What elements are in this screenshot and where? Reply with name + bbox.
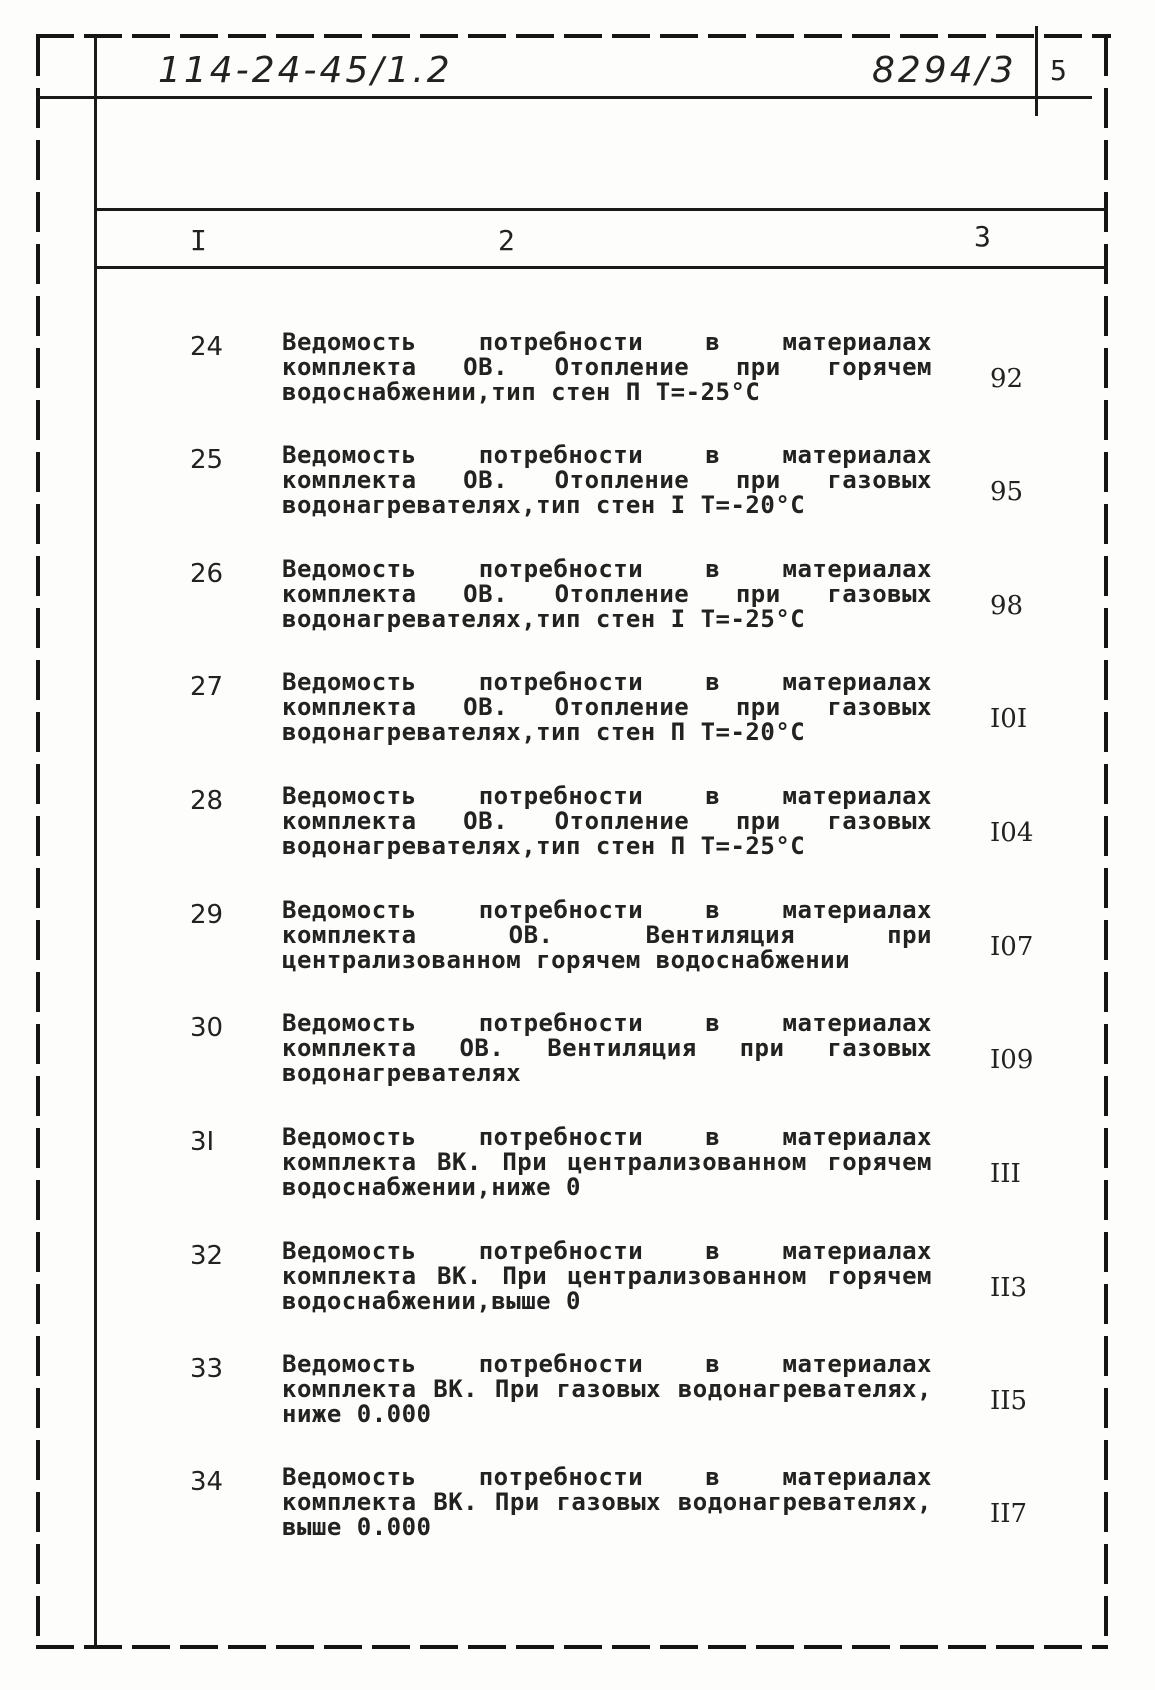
entry-page: II7 (990, 1499, 1028, 1529)
list-item (180, 1465, 1060, 1565)
list-item (180, 1125, 1060, 1225)
inventory-number: 8294/3 (872, 50, 1017, 91)
entry-title: Ведомость потребности в материалах комплекта ВК. При газовых водонагревателях, выше 0.000 (282, 1463, 932, 1541)
entry-title: Ведомость потребности в материалах комплекта ОВ. Отопление при газовых водонагревателях,тип стен I Т=-20°С (282, 441, 932, 519)
list-item (180, 1352, 1060, 1452)
frame-inner-left-border (94, 36, 97, 1648)
frame-left-border (36, 36, 40, 1648)
entry-title: Ведомость потребности в материалах комплекта ОВ. Отопление при горячем водоснабжении,тип стен П Т=-25°С (282, 328, 932, 406)
column-header-title: 2 (498, 224, 515, 257)
entry-number: 24 (190, 332, 224, 362)
list-item (180, 557, 1060, 657)
entry-title: Ведомость потребности в материалах комплекта ОВ. Отопление при газовых водонагревателях,тип стен П Т=-25°С (282, 782, 932, 860)
entry-page: II5 (990, 1386, 1028, 1416)
entry-title: Ведомость потребности в материалах комплекта ВК. При газовых водонагревателях, ниже 0.000 (282, 1350, 932, 1428)
header-divider (36, 96, 1092, 99)
entry-page: I07 (990, 932, 1034, 962)
entry-page: 92 (990, 364, 1024, 394)
entry-number: 34 (190, 1467, 224, 1497)
table-header-bottom-rule (94, 266, 1108, 269)
entry-number: 3I (190, 1127, 215, 1157)
entry-title: Ведомость потребности в материалах комплекта ОВ. Отопление при газовых водонагревателях,тип стен I Т=-25°С (282, 555, 932, 633)
column-header-page: 3 (974, 220, 991, 253)
entry-title: Ведомость потребности в материалах комплекта ОВ. Отопление при газовых водонагревателях,тип стен П Т=-20°С (282, 668, 932, 746)
frame-top-border (36, 34, 1111, 38)
column-header-number: I (190, 224, 207, 257)
entry-page: 95 (990, 477, 1024, 507)
entry-page: I04 (990, 818, 1034, 848)
entry-title: Ведомость потребности в материалах комплекта ВК. При централизованном горячем водоснабжении,выше 0 (282, 1237, 932, 1315)
sheet-number-divider (1035, 26, 1038, 116)
entry-number: 25 (190, 445, 224, 475)
list-item (180, 1239, 1060, 1339)
list-item (180, 670, 1060, 770)
entry-title: Ведомость потребности в материалах комплекта ОВ. Вентиляция при централизованном горячем водоснабжении (282, 896, 932, 974)
frame-right-border (1104, 36, 1108, 1648)
entry-number: 32 (190, 1241, 224, 1271)
list-item (180, 898, 1060, 998)
document-code: 114-24-45/1.2 (158, 50, 453, 91)
entry-page: 98 (990, 591, 1024, 621)
list-item (180, 443, 1060, 543)
entry-page: III (990, 1159, 1021, 1189)
entry-number: 27 (190, 672, 224, 702)
entry-number: 28 (190, 786, 224, 816)
entry-page: I09 (990, 1045, 1034, 1075)
entry-page: II3 (990, 1273, 1028, 1303)
table-header-top-rule (94, 208, 1108, 211)
entry-title: Ведомость потребности в материалах комплекта ВК. При централизованном горячем водоснабжении,ниже 0 (282, 1123, 932, 1201)
sheet-number: 5 (1050, 54, 1067, 87)
entry-number: 26 (190, 559, 224, 589)
list-item (180, 330, 1060, 430)
list-item (180, 784, 1060, 884)
entry-title: Ведомость потребности в материалах комплекта ОВ. Вентиляция при газовых водонагревателях (282, 1009, 932, 1087)
list-item (180, 1011, 1060, 1111)
frame-bottom-border (36, 1645, 1108, 1649)
entry-number: 29 (190, 900, 224, 930)
entry-number: 30 (190, 1013, 224, 1043)
entry-number: 33 (190, 1354, 224, 1384)
entry-page: I0I (990, 704, 1028, 734)
